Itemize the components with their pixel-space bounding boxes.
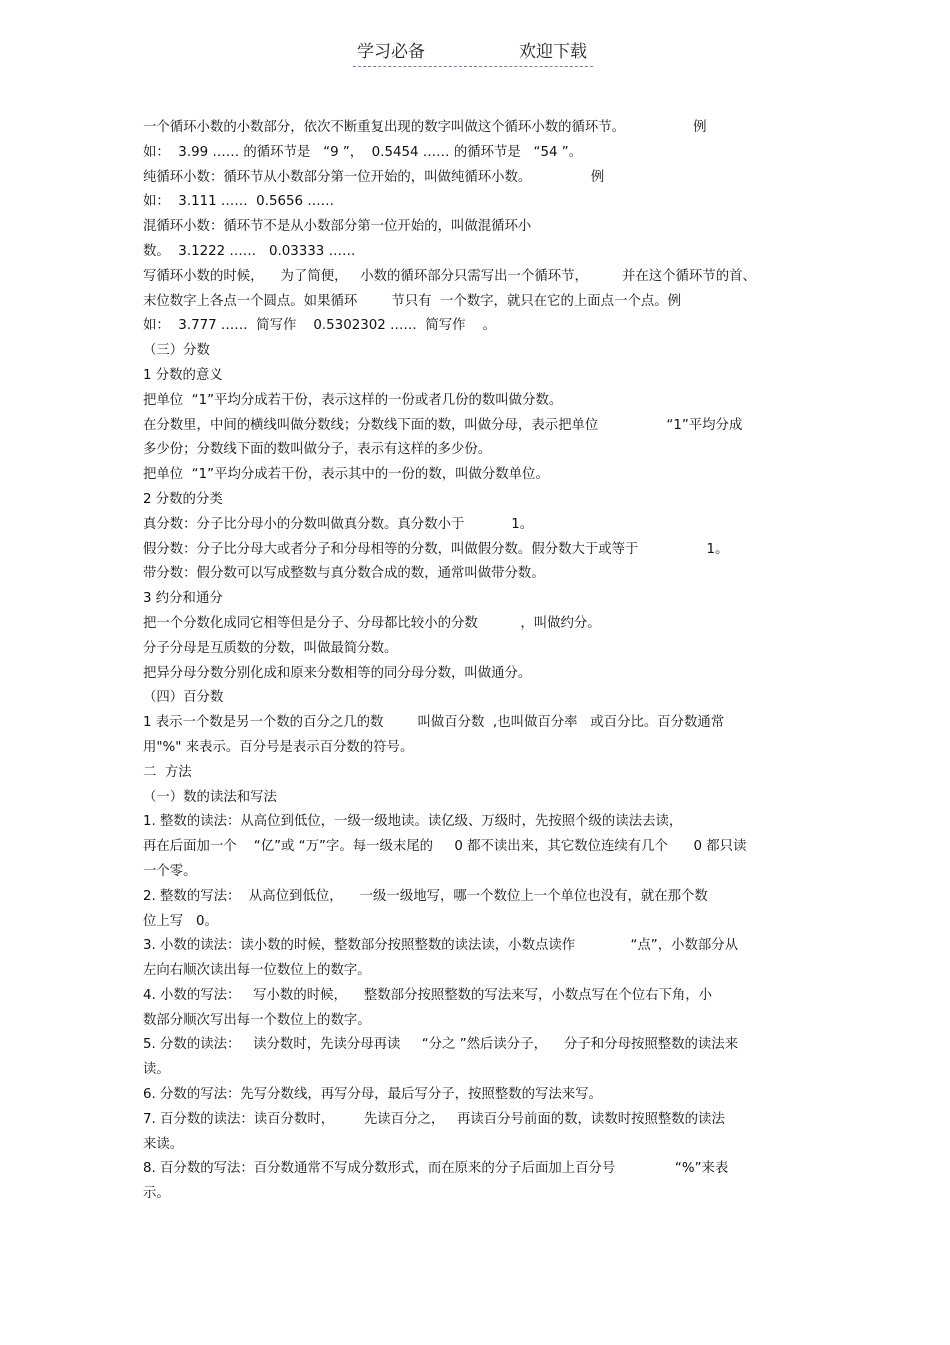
header-left-text: 学习必备 — [357, 42, 425, 62]
text-line: 3 约分和通分 — [143, 591, 223, 607]
text-line: 示。 — [143, 1186, 170, 1202]
text-line: 如： 3.99 …… 的循环节是 “9 ”， 0.5454 …… 的循环节是 “54 ”。 — [143, 144, 583, 160]
text-line: 写循环小数的时候， 为了简便， 小数的循环部分只需写出一个循环节， 并在这个循环节的首、 — [143, 268, 756, 284]
text-line: 1 分数的意义 — [143, 367, 223, 383]
text-line: （三）分数 — [143, 343, 210, 359]
text-line: 真分数：分子比分母小的分数叫做真分数。真分数小于 1。 — [143, 516, 534, 532]
text-line: 把单位 “1”平均分成若干份，表示其中的一份的数，叫做分数单位。 — [143, 467, 549, 483]
text-line: 7. 百分数的读法：读百分数时， 先读百分之， 再读百分号前面的数，读数时按照整数的读法 — [143, 1111, 725, 1127]
header-right-text: 欢迎下载 — [519, 42, 587, 62]
text-line: 一个循环小数的小数部分，依次不断重复出现的数字叫做这个循环小数的循环节。 例 — [143, 120, 707, 135]
text-line: 用"%" 来表示。百分号是表示百分数的符号。 — [143, 739, 414, 755]
text-line: 把单位 “1”平均分成若干份，表示这样的一份或者几份的数叫做分数。 — [143, 392, 563, 408]
text-line: 把异分母分数分别化成和原来分数相等的同分母分数，叫做通分。 — [143, 665, 532, 681]
text-line: 6. 分数的写法：先写分数线，再写分母，最后写分子，按照整数的写法来写。 — [143, 1087, 602, 1103]
text-line: 把一个分数化成同它相等但是分子、分母都比较小的分数 ，叫做约分。 — [143, 615, 601, 631]
text-line: 多少份；分数线下面的数叫做分子，表示有这样的多少份。 — [143, 442, 492, 458]
text-line: 带分数：假分数可以写成整数与真分数合成的数，通常叫做带分数。 — [143, 566, 545, 582]
page-header — [353, 40, 593, 67]
text-line: 1. 整数的读法：从高位到低位，一级一级地读。读亿级、万级时，先按照个级的读法去读， — [143, 814, 683, 830]
text-line: 读。 — [143, 1062, 170, 1078]
text-line: 数。 3.1222 …… 0.03333 …… — [143, 243, 356, 259]
text-line: 左向右顺次读出每一位数位上的数字。 — [143, 963, 371, 979]
text-line: 8. 百分数的写法：百分数通常不写成分数形式，而在原来的分子后面加上百分号 “%”来表 — [143, 1161, 729, 1177]
text-line: 在分数里，中间的横线叫做分数线；分数线下面的数，叫做分母，表示把单位 “1”平均分成 — [143, 417, 743, 433]
text-line: 2 分数的分类 — [143, 491, 223, 507]
text-line: 4. 小数的写法： 写小数的时候， 整数部分按照整数的写法来写，小数点写在个位右下角，小 — [143, 987, 713, 1003]
text-line: （四）百分数 — [143, 690, 224, 706]
text-line: 2. 整数的写法： 从高位到低位， 一级一级地写，哪一个数位上一个单位也没有，就在那个数 — [143, 888, 708, 904]
text-line: 5. 分数的读法： 读分数时，先读分母再读 “分之 ”然后读分子， 分子和分母按照整数的读法来 — [143, 1037, 739, 1053]
text-line: 分子分母是互质数的分数，叫做最简分数。 — [143, 640, 398, 656]
text-line: 末位数字上各点一个圆点。如果循环 节只有 一个数字，就只在它的上面点一个点。例 — [143, 293, 682, 309]
text-line: 再在后面加一个 “亿”或 “万”字。每一级末尾的 0 都不读出来，其它数位连续有几个 0 都只读 — [143, 839, 747, 855]
text-line: 二 方法 — [143, 764, 192, 780]
text-line: 1 表示一个数是另一个数的百分之几的数 叫做百分数 ,也叫做百分率 或百分比。百分数通常 — [143, 715, 725, 731]
document-body — [143, 116, 808, 1207]
text-line: （一）数的读法和写法 — [143, 789, 277, 805]
text-line: 混循环小数：循环节不是从小数部分第一位开始的，叫做混循环小 — [143, 219, 532, 235]
text-line: 纯循环小数：循环节从小数部分第一位开始的，叫做纯循环小数。 例 — [143, 169, 605, 185]
text-line: 如： 3.111 …… 0.5656 …… — [143, 194, 335, 210]
text-line: 位上写 0。 — [143, 913, 218, 929]
text-line: 3. 小数的读法：读小数的时候，整数部分按照整数的读法读，小数点读作 “点”，小数部分从 — [143, 938, 739, 954]
text-line: 一个零。 — [143, 863, 197, 879]
text-line: 来读。 — [143, 1136, 184, 1152]
text-line: 数部分顺次写出每一个数位上的数字。 — [143, 1012, 371, 1028]
text-line: 如： 3.777 …… 简写作 0.5302302 …… 简写作 。 — [143, 318, 496, 334]
text-line: 假分数：分子比分母大或者分子和分母相等的分数，叫做假分数。假分数大于或等于 1。 — [143, 541, 729, 557]
